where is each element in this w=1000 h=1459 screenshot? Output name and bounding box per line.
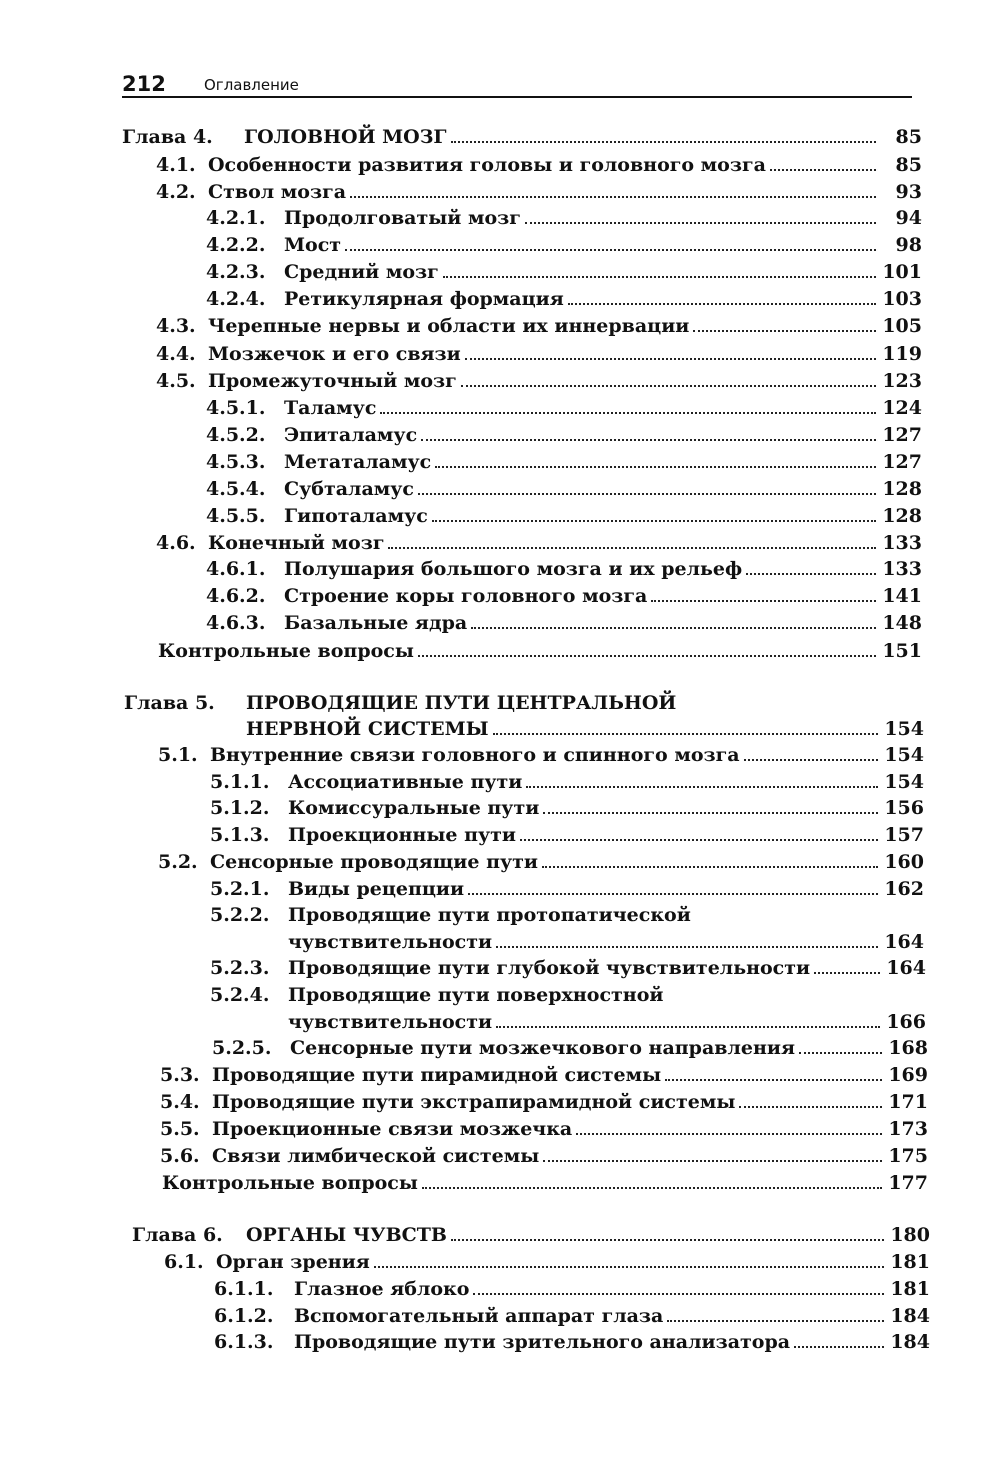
toc-page: 127 bbox=[882, 451, 922, 473]
toc-num: 4.5.4. bbox=[206, 478, 266, 500]
leader-dots bbox=[350, 196, 876, 198]
toc-num: 5.1.3. bbox=[210, 824, 270, 846]
toc-entry[interactable] bbox=[210, 955, 926, 981]
toc-text: Базальные ядра bbox=[284, 612, 468, 634]
toc-text: Продолговатый мозг bbox=[284, 207, 521, 229]
toc-entry[interactable] bbox=[214, 1303, 930, 1329]
leader-dots bbox=[770, 169, 876, 171]
toc-page: 127 bbox=[882, 424, 922, 446]
toc-text: Метаталамус bbox=[284, 451, 432, 473]
leader-dots bbox=[435, 466, 876, 468]
leader-dots bbox=[461, 385, 876, 387]
toc-num: 5.6. bbox=[160, 1145, 200, 1167]
toc-num: 5.3. bbox=[160, 1064, 200, 1086]
toc-num: 6.1.1. bbox=[214, 1278, 274, 1300]
toc-page: 148 bbox=[882, 612, 922, 634]
toc-page: 133 bbox=[882, 558, 922, 580]
toc-text: Комиссуральные пути bbox=[288, 797, 540, 819]
toc-page: 85 bbox=[895, 126, 922, 148]
leader-dots bbox=[542, 866, 878, 868]
toc-entry[interactable] bbox=[206, 503, 922, 529]
toc-text: Субталамус bbox=[284, 478, 414, 500]
toc-num: 4.5.2. bbox=[206, 424, 266, 446]
toc-entry[interactable] bbox=[160, 1062, 928, 1088]
leader-dots bbox=[471, 627, 876, 629]
toc-num: 5.1.1. bbox=[210, 771, 270, 793]
toc-chapter-5[interactable] bbox=[124, 690, 676, 716]
running-header bbox=[122, 70, 912, 98]
toc-text: Полушария большого мозга и их рельеф bbox=[284, 558, 743, 580]
toc-text: Особенности развития головы и головного мозга bbox=[208, 154, 766, 176]
toc-num: 5.1. bbox=[158, 744, 198, 766]
toc-num: 4.2.1. bbox=[206, 207, 266, 229]
toc-page: 124 bbox=[882, 397, 922, 419]
leader-dots bbox=[526, 786, 878, 788]
toc-entry[interactable] bbox=[156, 179, 922, 205]
leader-dots bbox=[473, 1293, 884, 1295]
toc-entry[interactable] bbox=[160, 1116, 928, 1142]
toc-entry[interactable] bbox=[206, 205, 922, 231]
toc-num: Глава 4. bbox=[122, 126, 213, 148]
toc-num: 5.2.2. bbox=[210, 904, 270, 926]
header-title: Оглавление bbox=[204, 76, 299, 94]
toc-text: Проводящие пути пирамидной системы bbox=[212, 1064, 662, 1086]
toc-num: 6.1. bbox=[164, 1251, 204, 1273]
toc-page: 184 bbox=[890, 1331, 930, 1353]
toc-chapter-5-cont[interactable] bbox=[246, 716, 924, 742]
leader-dots bbox=[525, 222, 876, 224]
leader-dots bbox=[465, 358, 876, 360]
toc-text: ПРОВОДЯЩИЕ ПУТИ ЦЕНТРАЛЬНОЙ bbox=[246, 692, 677, 714]
toc-num: 4.6. bbox=[156, 532, 196, 554]
toc-num: 4.2.2. bbox=[206, 234, 266, 256]
toc-page: 93 bbox=[895, 181, 922, 203]
toc-page: 164 bbox=[886, 957, 926, 979]
leader-dots bbox=[493, 733, 878, 735]
toc-text: Проводящие пути зрительного анализатора bbox=[294, 1331, 791, 1353]
toc-page: 180 bbox=[890, 1224, 930, 1246]
toc-entry[interactable] bbox=[206, 449, 922, 475]
toc-page: 154 bbox=[884, 771, 924, 793]
leader-dots bbox=[345, 249, 876, 251]
toc-num: 5.2. bbox=[158, 851, 198, 873]
toc-page: 160 bbox=[884, 851, 924, 873]
toc-num: 4.6.1. bbox=[206, 558, 266, 580]
toc-text: Контрольные вопросы bbox=[158, 640, 414, 662]
toc-entry[interactable] bbox=[158, 849, 924, 875]
toc-entry[interactable] bbox=[210, 876, 924, 902]
toc-text: чувствительности bbox=[288, 1011, 493, 1033]
toc-text: Эпиталамус bbox=[284, 424, 418, 446]
leader-dots bbox=[568, 303, 876, 305]
toc-page: 128 bbox=[882, 505, 922, 527]
leader-dots bbox=[814, 972, 880, 974]
toc-entry-cont[interactable] bbox=[288, 1009, 926, 1035]
leader-dots bbox=[380, 412, 876, 414]
toc-text: Сенсорные пути мозжечкового направления bbox=[290, 1037, 795, 1059]
toc-entry[interactable] bbox=[214, 1329, 930, 1355]
toc-page: 105 bbox=[882, 315, 922, 337]
toc-review-questions[interactable] bbox=[162, 1170, 928, 1196]
leader-dots bbox=[451, 1239, 884, 1241]
toc-num: 6.1.2. bbox=[214, 1305, 274, 1327]
toc-entry[interactable] bbox=[206, 583, 922, 609]
toc-text: Гипоталамус bbox=[284, 505, 428, 527]
toc-entry[interactable] bbox=[206, 286, 922, 312]
toc-text: Мост bbox=[284, 234, 342, 256]
toc-page: 157 bbox=[884, 824, 924, 846]
leader-dots bbox=[496, 1026, 880, 1028]
leader-dots bbox=[799, 1052, 882, 1054]
toc-num: Глава 6. bbox=[132, 1224, 223, 1246]
leader-dots bbox=[468, 893, 878, 895]
toc-entry[interactable] bbox=[160, 1089, 928, 1115]
toc-text: Промежуточный мозг bbox=[208, 370, 457, 392]
toc-entry[interactable] bbox=[210, 822, 924, 848]
toc-entry[interactable] bbox=[206, 259, 922, 285]
toc-page: 85 bbox=[895, 154, 922, 176]
toc-text: Внутренние связи головного и спинного мозга bbox=[210, 744, 740, 766]
toc-num: 4.1. bbox=[156, 154, 196, 176]
toc-page: 123 bbox=[882, 370, 922, 392]
toc-num: 5.2.5. bbox=[212, 1037, 272, 1059]
leader-dots bbox=[520, 839, 878, 841]
toc-entry[interactable] bbox=[156, 368, 922, 394]
toc-text: Конечный мозг bbox=[208, 532, 385, 554]
toc-entry[interactable] bbox=[206, 476, 922, 502]
toc-text: Ассоциативные пути bbox=[288, 771, 523, 793]
toc-text: Глазное яблоко bbox=[294, 1278, 470, 1300]
toc-entry[interactable] bbox=[158, 742, 924, 768]
leader-dots bbox=[418, 655, 876, 657]
toc-chapter-6[interactable] bbox=[132, 1222, 930, 1248]
toc-num: 4.6.3. bbox=[206, 612, 266, 634]
toc-chapter-4[interactable] bbox=[122, 124, 922, 150]
toc-entry[interactable] bbox=[210, 795, 924, 821]
toc-entry[interactable] bbox=[214, 1276, 930, 1302]
leader-dots bbox=[665, 1079, 882, 1081]
toc-num: 4.5.3. bbox=[206, 451, 266, 473]
toc-num: 5.4. bbox=[160, 1091, 200, 1113]
toc-entry-cont[interactable] bbox=[288, 929, 924, 955]
leader-dots bbox=[496, 946, 878, 948]
leader-dots bbox=[739, 1106, 882, 1108]
toc-num: 4.2.4. bbox=[206, 288, 266, 310]
toc-text: Таламус bbox=[284, 397, 377, 419]
toc-page: 175 bbox=[888, 1145, 928, 1167]
toc-num: 4.2.3. bbox=[206, 261, 266, 283]
header-page-number: 212 bbox=[122, 72, 166, 96]
toc-text: Проводящие пути экстрапирамидной системы bbox=[212, 1091, 736, 1113]
toc-page: 169 bbox=[888, 1064, 928, 1086]
toc-text: Мозжечок и его связи bbox=[208, 343, 461, 365]
toc-num: 5.2.3. bbox=[210, 957, 270, 979]
toc-text: Проводящие пути поверхностной bbox=[288, 984, 664, 1006]
toc-entry[interactable] bbox=[210, 982, 663, 1008]
toc-entry[interactable] bbox=[206, 422, 922, 448]
toc-page: 166 bbox=[886, 1011, 926, 1033]
toc-page: 184 bbox=[890, 1305, 930, 1327]
toc-page: 154 bbox=[884, 744, 924, 766]
toc-entry[interactable] bbox=[212, 1035, 928, 1061]
toc-num: 5.5. bbox=[160, 1118, 200, 1140]
toc-page: 141 bbox=[882, 585, 922, 607]
toc-entry[interactable] bbox=[206, 610, 922, 636]
toc-page: 177 bbox=[888, 1172, 928, 1194]
toc-text: Ствол мозга bbox=[208, 181, 347, 203]
toc-review-questions[interactable] bbox=[158, 638, 922, 664]
leader-dots bbox=[667, 1320, 884, 1322]
toc-page: 151 bbox=[882, 640, 922, 662]
toc-text: Проекционные связи мозжечка bbox=[212, 1118, 573, 1140]
toc-page: 94 bbox=[895, 207, 922, 229]
toc-text: Строение коры головного мозга bbox=[284, 585, 648, 607]
toc-num: 4.5.1. bbox=[206, 397, 266, 419]
toc-page: 101 bbox=[882, 261, 922, 283]
toc-page: 98 bbox=[895, 234, 922, 256]
toc-entry[interactable] bbox=[156, 313, 922, 339]
toc-page: 171 bbox=[888, 1091, 928, 1113]
toc-page: 119 bbox=[882, 343, 922, 365]
leader-dots bbox=[421, 439, 876, 441]
toc-text: НЕРВНОЙ СИСТЕМЫ bbox=[246, 718, 489, 740]
toc-text: Черепные нервы и области их иннервации bbox=[208, 315, 690, 337]
toc-page: 103 bbox=[882, 288, 922, 310]
toc-page: 173 bbox=[888, 1118, 928, 1140]
toc-page: 156 bbox=[884, 797, 924, 819]
toc-text: Вспомогательный аппарат глаза bbox=[294, 1305, 664, 1327]
toc-page: 162 bbox=[884, 878, 924, 900]
toc-text: Проводящие пути протопатической bbox=[288, 904, 691, 926]
leader-dots bbox=[543, 1160, 882, 1162]
toc-text: Средний мозг bbox=[284, 261, 439, 283]
toc-text: чувствительности bbox=[288, 931, 493, 953]
leader-dots bbox=[744, 759, 878, 761]
toc-num: 5.2.4. bbox=[210, 984, 270, 1006]
toc-text: Сенсорные проводящие пути bbox=[210, 851, 539, 873]
toc-entry[interactable] bbox=[206, 556, 922, 582]
toc-num: 4.6.2. bbox=[206, 585, 266, 607]
toc-page: 128 bbox=[882, 478, 922, 500]
toc-page: 181 bbox=[890, 1278, 930, 1300]
leader-dots bbox=[576, 1133, 882, 1135]
toc-text: Проекционные пути bbox=[288, 824, 517, 846]
toc-entry[interactable] bbox=[210, 769, 924, 795]
toc-text: Контрольные вопросы bbox=[162, 1172, 418, 1194]
toc-text: Ретикулярная формация bbox=[284, 288, 564, 310]
toc-num: 4.5.5. bbox=[206, 505, 266, 527]
toc-num: 4.5. bbox=[156, 370, 196, 392]
toc-num: 4.3. bbox=[156, 315, 196, 337]
leader-dots bbox=[388, 547, 876, 549]
toc-entry[interactable] bbox=[206, 232, 922, 258]
toc-text: Связи лимбической системы bbox=[212, 1145, 540, 1167]
toc-page: 154 bbox=[884, 718, 924, 740]
leader-dots bbox=[443, 276, 876, 278]
toc-num: 6.1.3. bbox=[214, 1331, 274, 1353]
toc-num: Глава 5. bbox=[124, 692, 215, 714]
toc-text: Проводящие пути глубокой чувствительности bbox=[288, 957, 811, 979]
toc-page: 181 bbox=[890, 1251, 930, 1273]
toc-entry[interactable] bbox=[164, 1249, 930, 1275]
toc-text: Орган зрения bbox=[216, 1251, 370, 1273]
leader-dots bbox=[418, 493, 876, 495]
leader-dots bbox=[794, 1346, 884, 1348]
leader-dots bbox=[651, 600, 876, 602]
toc-text: Виды рецепции bbox=[288, 878, 465, 900]
toc-entry[interactable] bbox=[156, 341, 922, 367]
toc-page: 168 bbox=[888, 1037, 928, 1059]
toc-text: ГОЛОВНОЙ МОЗГ bbox=[244, 126, 447, 148]
leader-dots bbox=[543, 812, 878, 814]
leader-dots bbox=[422, 1187, 882, 1189]
leader-dots bbox=[374, 1266, 884, 1268]
leader-dots bbox=[746, 573, 876, 575]
toc-entry[interactable] bbox=[160, 1143, 928, 1169]
toc-num: 4.4. bbox=[156, 343, 196, 365]
leader-dots bbox=[693, 330, 876, 332]
toc-entry[interactable] bbox=[156, 530, 922, 556]
toc-page: 133 bbox=[882, 532, 922, 554]
toc-entry[interactable] bbox=[156, 152, 922, 178]
toc-page: 164 bbox=[884, 931, 924, 953]
leader-dots bbox=[432, 520, 876, 522]
toc-num: 5.2.1. bbox=[210, 878, 270, 900]
toc-num: 5.1.2. bbox=[210, 797, 270, 819]
toc-text: ОРГАНЫ ЧУВСТВ bbox=[246, 1224, 447, 1246]
leader-dots bbox=[451, 141, 876, 143]
toc-entry[interactable] bbox=[210, 902, 691, 928]
toc-num: 4.2. bbox=[156, 181, 196, 203]
toc-entry[interactable] bbox=[206, 395, 922, 421]
